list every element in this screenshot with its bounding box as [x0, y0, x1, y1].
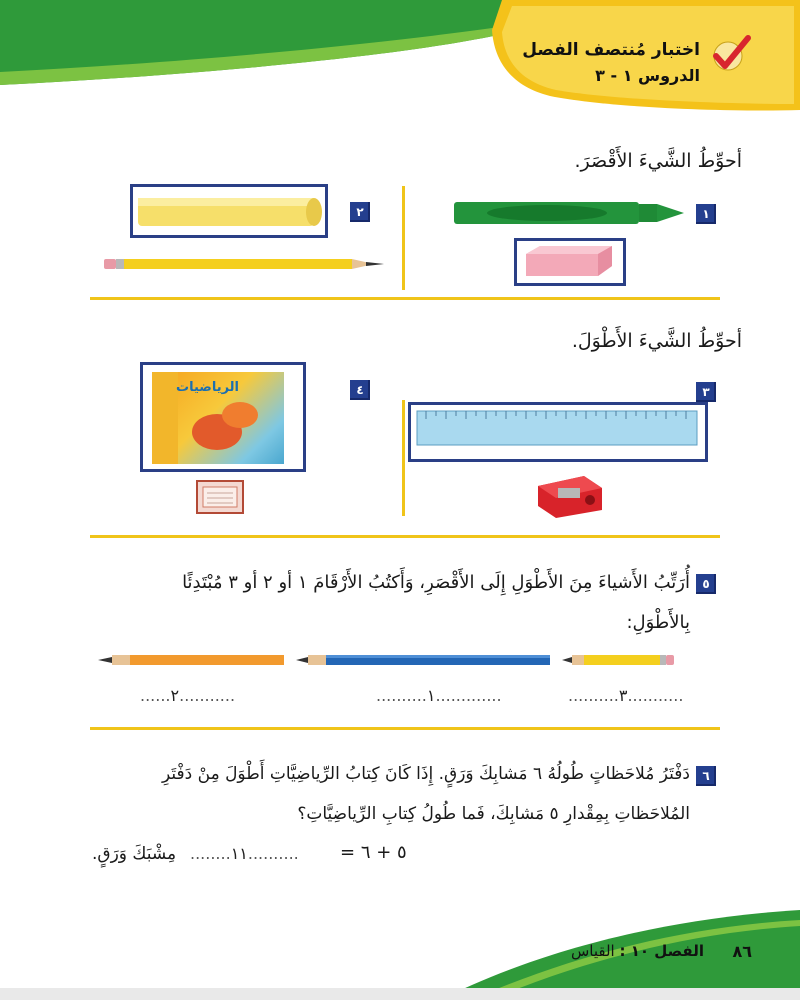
answer-right: ٣	[618, 686, 628, 705]
answer-blank-right[interactable]: ..........٣...........	[568, 686, 684, 705]
q6-answer: ١١	[230, 844, 248, 863]
q1-number-badge: ١	[696, 204, 716, 224]
q5-text-line1: أُرَتِّبُ الأَشياءَ مِنَ الأَطْوَلِ إِلَى الأَقْصَرِ، وَأَكتُبُ الأَرْقَامَ ١ أو ٢ أو ٣ مُبْتَدِئًا	[182, 572, 690, 593]
math-book-cover-image	[152, 372, 284, 464]
pink-eraser-image	[520, 244, 616, 280]
q4-number-badge: ٤	[350, 380, 370, 400]
footer-chapter	[571, 942, 704, 960]
check-mark-icon	[708, 34, 752, 74]
q6-number-badge: ٦	[696, 766, 716, 786]
answer-blank-middle[interactable]: ..........١.............	[376, 686, 502, 705]
answer-left: ٢	[170, 686, 180, 705]
orange-pencil-image	[98, 652, 286, 668]
q5-number-badge: ٥	[696, 574, 716, 594]
q6-answer-blank[interactable]: ........١١..........	[190, 844, 299, 863]
footer-page-number: ٨٦	[732, 942, 752, 961]
section2-instruction: أحوِّطُ الشَّيءَ الأَطْوَلَ.	[571, 330, 742, 352]
answer-blank-left[interactable]: ......٢...........	[140, 686, 236, 705]
header-title: اختبار مُنتصف الفصل	[522, 40, 700, 60]
green-crayon-image	[452, 198, 687, 230]
footer-chapter-label: الفصل ١٠ :	[619, 942, 704, 960]
section2-divider	[90, 535, 720, 538]
short-yellow-pencil-image	[562, 652, 674, 668]
yellow-chalk-image	[136, 194, 324, 230]
section3-divider	[90, 727, 720, 730]
q5-text-line2: بِالأَطْوَلِ:	[626, 612, 690, 633]
footer-chapter-name: القياس	[570, 942, 615, 960]
answer-middle: ١	[426, 686, 436, 705]
q3-number-badge: ٣	[696, 382, 716, 402]
q6-text-line2: المُلاحَظاتِ بِمِقْدارِ ٥ مَشابِكَ، فَما طُولُ كِتابِ الرِّياضِيَّاتِ؟	[297, 804, 690, 824]
section1-vertical-divider	[402, 186, 405, 290]
section2-vertical-divider	[402, 400, 405, 516]
book-cover-title: الرياضيات	[176, 380, 240, 395]
blue-pencil-image	[296, 652, 552, 668]
header-subtitle: الدروس ١ - ٣	[595, 66, 700, 85]
footer-green-band	[0, 880, 800, 1000]
red-sharpener-image	[534, 470, 606, 520]
q2-number-badge: ٢	[350, 202, 370, 222]
yellow-pencil-image	[104, 256, 384, 272]
equation: ٥ + ٦ =	[340, 842, 407, 863]
q6-text-line1: دَفْتَرُ مُلاحَظاتٍ طُولُهُ ٦ مَشابِكَ وَرَقٍ. إِذَا كَانَ كِتابُ الرِّياضِيَّاتِ أَطْوَلَ مِنْ دَفْتَرِ	[162, 764, 690, 784]
ruler-image	[416, 410, 698, 446]
section1-instruction: أحوِّطُ الشَّيءَ الأَقْصَرَ.	[574, 150, 742, 172]
notepad-image	[196, 480, 244, 514]
section1-divider	[90, 297, 720, 300]
q6-unit: مِشْبَكَ وَرَقٍ.	[92, 844, 177, 864]
